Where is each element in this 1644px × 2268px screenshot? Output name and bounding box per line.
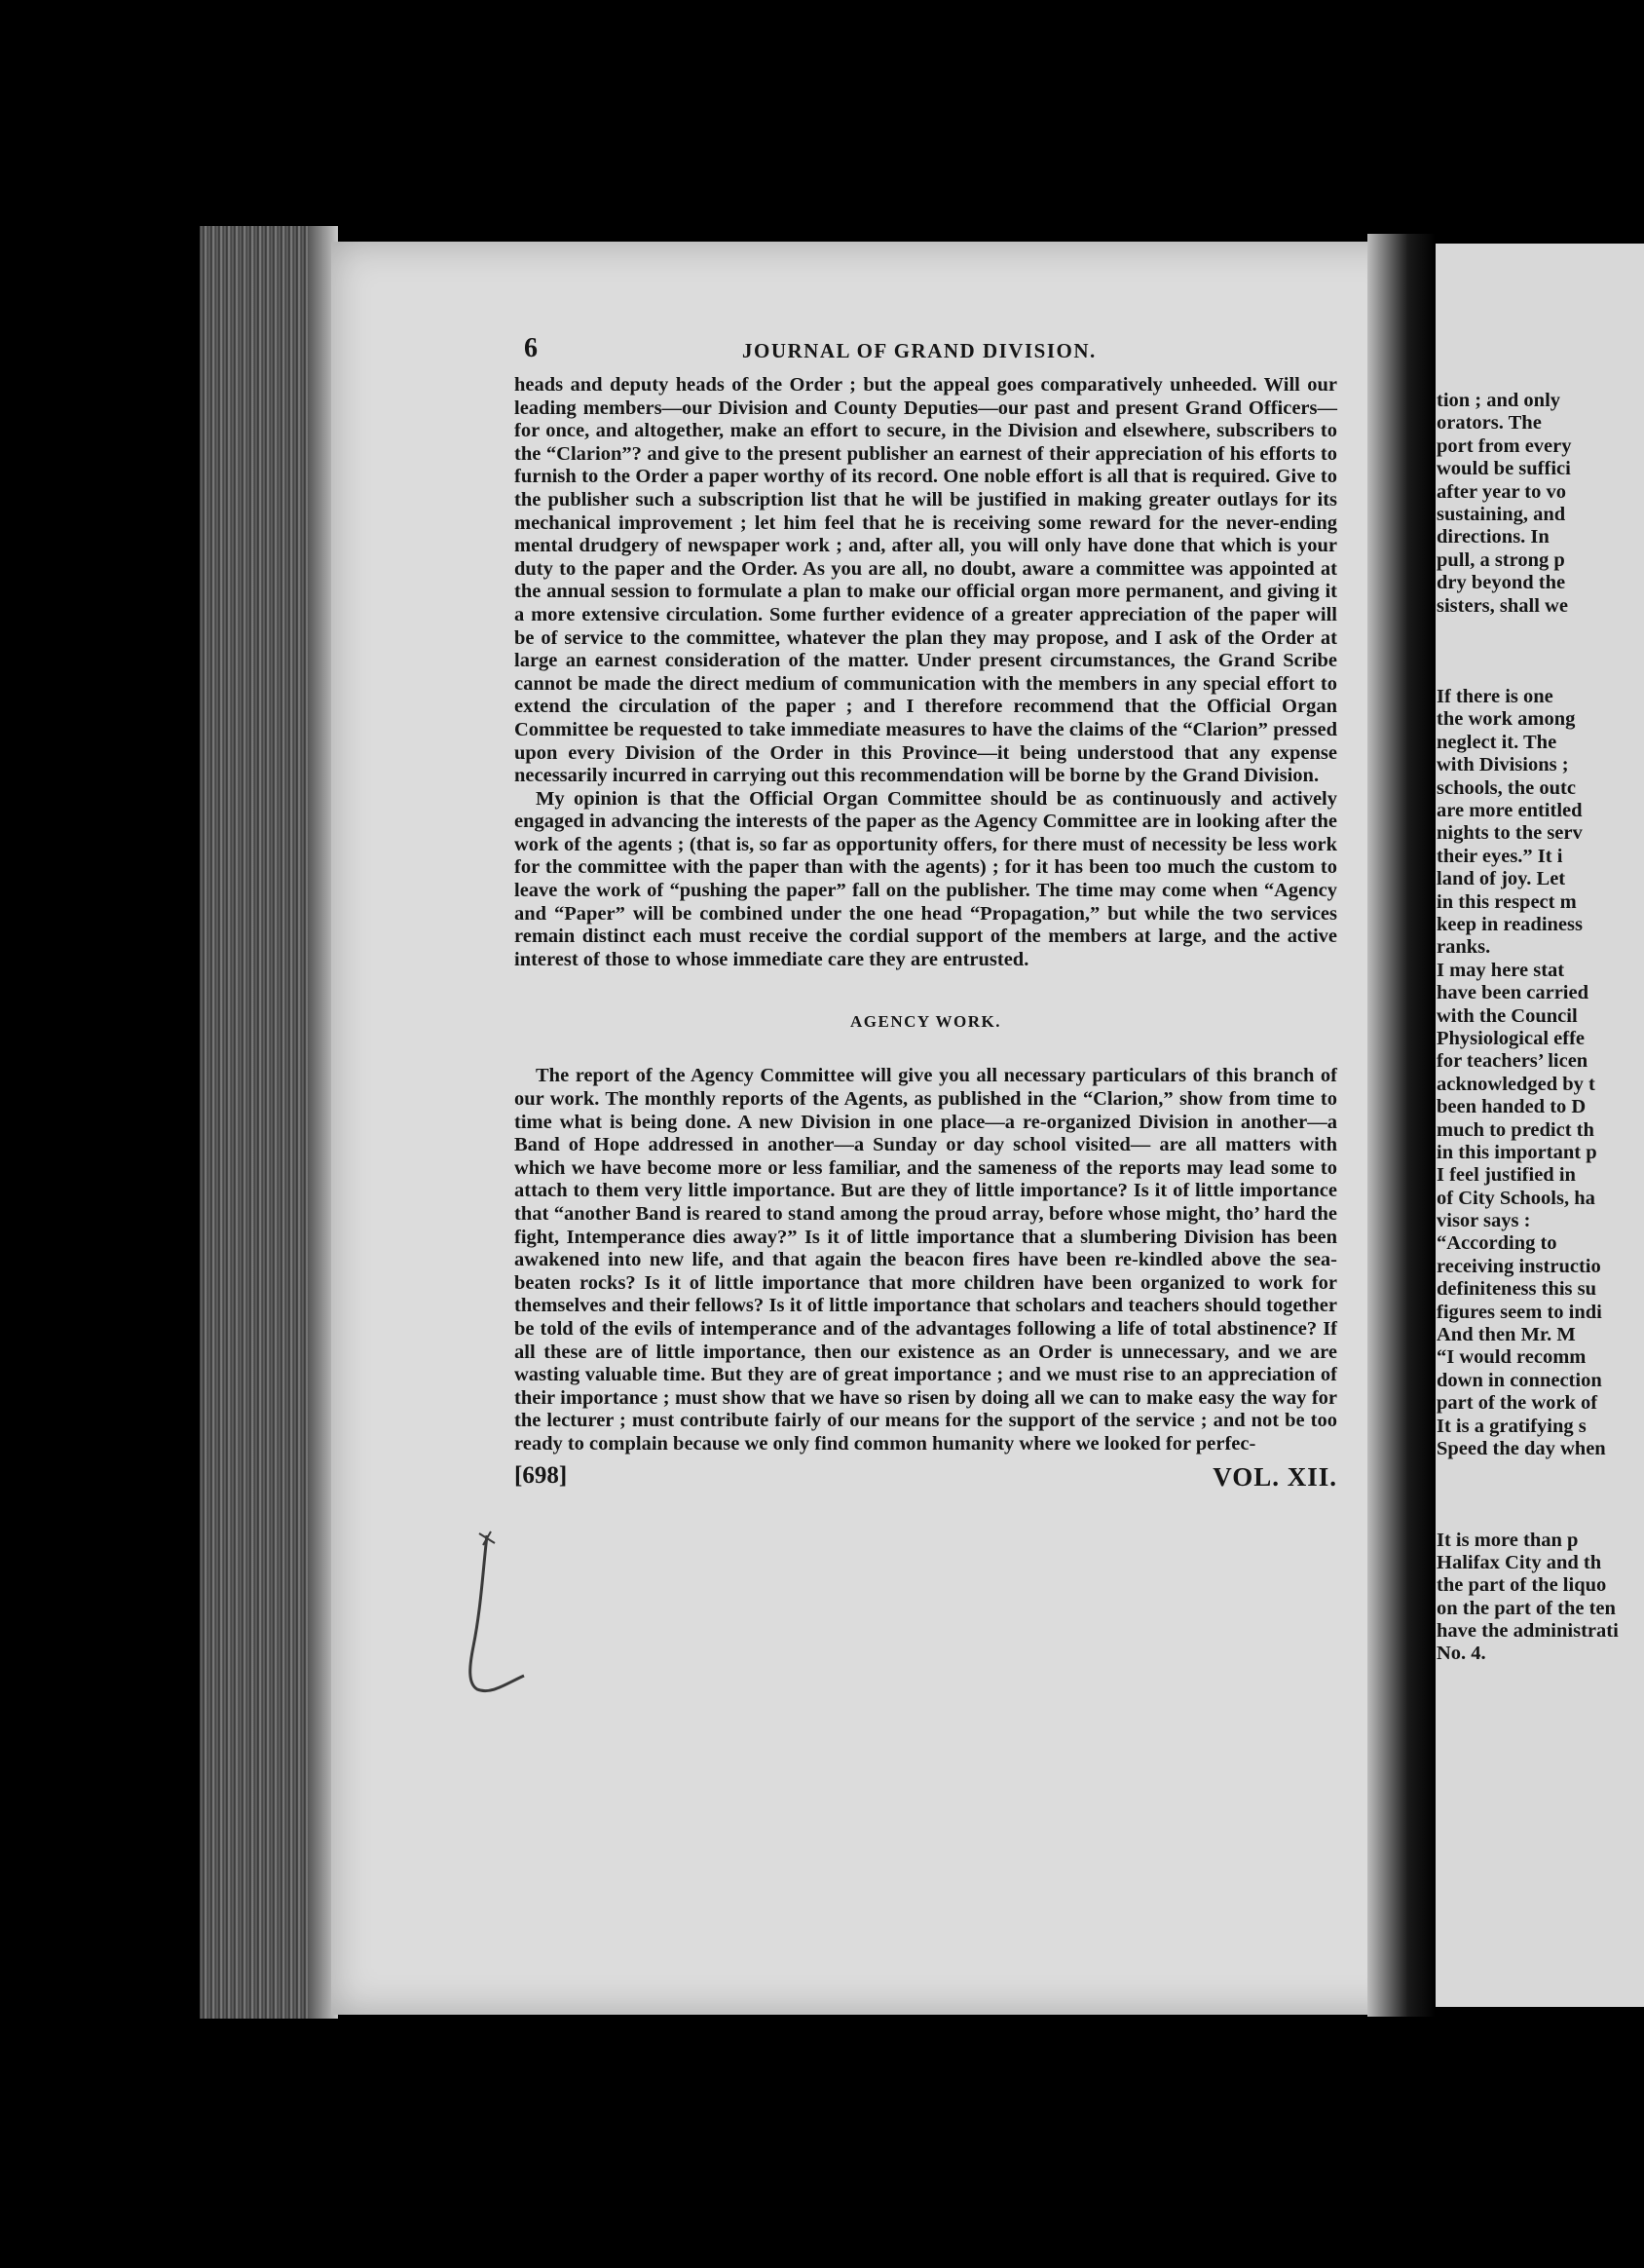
- right-page-line: pull, a strong p: [1437, 548, 1565, 571]
- right-page-line: are more entitled: [1437, 800, 1583, 822]
- right-page-line: Halifax City and th: [1437, 1551, 1602, 1573]
- right-page-line: have been carried: [1437, 982, 1588, 1004]
- right-page-line: nights to the serv: [1437, 822, 1583, 845]
- right-page-line: And then Mr. M: [1437, 1324, 1576, 1346]
- right-page-line: receiving instructio: [1437, 1255, 1601, 1277]
- volume-number: VOL. XII.: [1213, 1461, 1337, 1492]
- right-page-line: land of joy. Let: [1437, 868, 1566, 890]
- right-page-line: [1437, 663, 1644, 686]
- right-page-line: schools, the outc: [1437, 776, 1576, 799]
- right-page-line: in this respect m: [1437, 890, 1577, 913]
- right-page-line: It is a gratifying s: [1437, 1415, 1587, 1437]
- book-page-edges: [200, 226, 338, 2019]
- right-page-line: neglect it. The: [1437, 731, 1557, 753]
- right-page-line: [1437, 1506, 1644, 1529]
- signature-number: [698]: [514, 1461, 568, 1489]
- right-page-line: tion ; and only: [1437, 390, 1561, 411]
- right-page-line: Speed the day when: [1437, 1437, 1606, 1459]
- right-page-line: in this important p: [1437, 1141, 1597, 1163]
- right-page-line: visor says :: [1437, 1210, 1531, 1232]
- right-page-line: I may here stat: [1437, 959, 1565, 981]
- right-page-line: after year to vo: [1437, 480, 1567, 503]
- section-heading: AGENCY WORK.: [850, 1012, 1001, 1032]
- right-page-line: with the Council: [1437, 1004, 1578, 1027]
- right-page-line: on the part of the ten: [1437, 1597, 1616, 1619]
- right-page-line: [1437, 640, 1644, 662]
- right-page-line: figures seem to indi: [1437, 1301, 1602, 1323]
- right-page-line: keep in readiness: [1437, 913, 1583, 935]
- running-head: [514, 333, 1337, 368]
- right-page-line: the part of the liquo: [1437, 1574, 1607, 1597]
- right-page-line: “According to: [1437, 1232, 1557, 1255]
- right-page-line: acknowledged by t: [1437, 1073, 1595, 1095]
- right-page-line: [1437, 1484, 1644, 1506]
- right-page-text: [1437, 390, 1644, 1666]
- right-page-line: ranks.: [1437, 936, 1491, 959]
- right-page-line: directions. In: [1437, 526, 1550, 548]
- right-page-line: definiteness this su: [1437, 1278, 1597, 1301]
- right-page-line: with Divisions ;: [1437, 754, 1569, 776]
- right-page-line: orators. The: [1437, 412, 1542, 435]
- right-page-line: of City Schools, ha: [1437, 1187, 1595, 1209]
- book-gutter: [1367, 234, 1436, 2017]
- right-page-line: sustaining, and: [1437, 503, 1566, 525]
- handwritten-bracket-mark: [456, 1530, 534, 1705]
- right-page-line: If there is one: [1437, 686, 1553, 708]
- right-page-line: their eyes.” It i: [1437, 845, 1563, 867]
- right-page-line: would be suffici: [1437, 458, 1571, 480]
- right-page-line: have the administrati: [1437, 1620, 1619, 1643]
- right-page-line: been handed to D: [1437, 1096, 1587, 1118]
- right-page-line: sisters, shall we: [1437, 594, 1568, 617]
- paragraph-organ-committee: My opinion is that the Official Organ Committee should be as continuously and actively engaged in advancing the interests of the paper as the Agency Committee are in looking after the work of the agents ; (that is, so far as opportunity offers, for there must of necessity be less work for the committee with the paper than with the agents) ; for it has been too much the custom to leave the work of “pushing the paper” fall on the publisher. The time may come when “Agency and “Paper” will be combined under the one head “Propagation,” but while the two services remain distinct each must receive the cordial support of the members at large, and the active interest of those to whose immediate care they are entrusted.: [514, 787, 1337, 970]
- paragraph-clarion-appeal: heads and deputy heads of the Order ; but the appeal goes comparatively unheeded. Will our leading members—our Division and County Deputies—our past and present Grand Officers—for once, and altogether, make an effort to secure, in the Division and elsewhere, subscribers to the “Clarion”? and give to the present publisher an earnest of their appreciation of his efforts to furnish to the Order a paper worthy of its record. One noble effort is all that is required. Give to the publisher such a subscription list that he will be justified in making greater outlays for its mechanical improvement ; let him feel that he is receiving some reward for the never-ending mental drudgery of newspaper work ; and, after all, you will only have done that which is your duty to the paper and the Order. As you are all, no doubt, aware a committee was appointed at the annual session to formulate a plan to make our official organ more permanent, and giving it a more extensive circulation. Some further evidence of a greater appreciation of the paper will be of service to the committee, whatever the plan they may propose, and I ask of the Order at large an earnest consideration of the matter. Under present circumstances, the Grand Scribe cannot be made the direct medium of communication with the members in any special effort to extend the circulation of the paper ; and I therefore recommend that the Official Organ Committee be requested to take immediate measures to have the claims of the “Clarion” pressed upon every Division of the Order in this Province—it being understood that any expense necessarily incurred in carrying out this recommendation will be borne by the Grand Division.: [514, 374, 1337, 787]
- right-page-line: down in connection: [1437, 1369, 1602, 1391]
- paragraph-agency-report: The report of the Agency Committee will give you all necessary particulars of this branch of our work. The monthly reports of the Agents, as published in the “Clarion,” show from time to time what is being done. A new Division in one place—a re-organized Division in another—a Band of Hope addressed in another—a Sunday or day school visited— are all matters with which we have become more or less familiar, and the sameness of the reports may lead some to attach to them very little importance. But are they of little importance? Is it of little importance that “another Band is reared to stand among the proud array, before whose might, tho’ hard the fight, Intemperance dies away?” Is it of little importance that a slumbering Division has been awakened into new life, and that again the beacon fires have been re-kindled above the sea-beaten rocks? Is it of little importance that more children have been organized to work for themselves and their fellows? Is it of little importance that scholars and teachers should together be told of the evils of intemperance and of the advantages following a life of total abstinence? If all these are of little importance, then our existence as an Order is unnecessary, and we are wasting valuable time. But they are of great importance ; and we must rise to an appreciation of their importance ; must show that we have so risen by doing all we can to make easy the way for the lecturer ; must contribute fairly of our means for the support of the service ; and not be too ready to complain because we only find common humanity where we looked for perfec-: [514, 1065, 1337, 1455]
- right-page-line: for teachers’ licen: [1437, 1050, 1588, 1073]
- right-page-line: Physiological effe: [1437, 1027, 1586, 1049]
- right-page-line: I feel justified in: [1437, 1164, 1576, 1187]
- right-page-line: [1437, 618, 1644, 640]
- right-page-line: dry beyond the: [1437, 572, 1566, 594]
- right-page-line: It is more than p: [1437, 1529, 1579, 1551]
- right-page-line: [1437, 1460, 1644, 1483]
- right-page-line: part of the work of: [1437, 1392, 1598, 1415]
- right-page-line: No. 4.: [1437, 1643, 1486, 1665]
- page-number: 6: [524, 333, 538, 363]
- right-page-line: port from every: [1437, 435, 1572, 457]
- page-footer: [514, 1462, 1337, 1495]
- right-page-line: the work among: [1437, 708, 1576, 731]
- journal-title: JOURNAL OF GRAND DIVISION.: [742, 339, 1097, 362]
- right-page-line: “I would recomm: [1437, 1346, 1587, 1369]
- left-page-text: [514, 333, 1337, 1495]
- right-page-line: much to predict th: [1437, 1118, 1594, 1141]
